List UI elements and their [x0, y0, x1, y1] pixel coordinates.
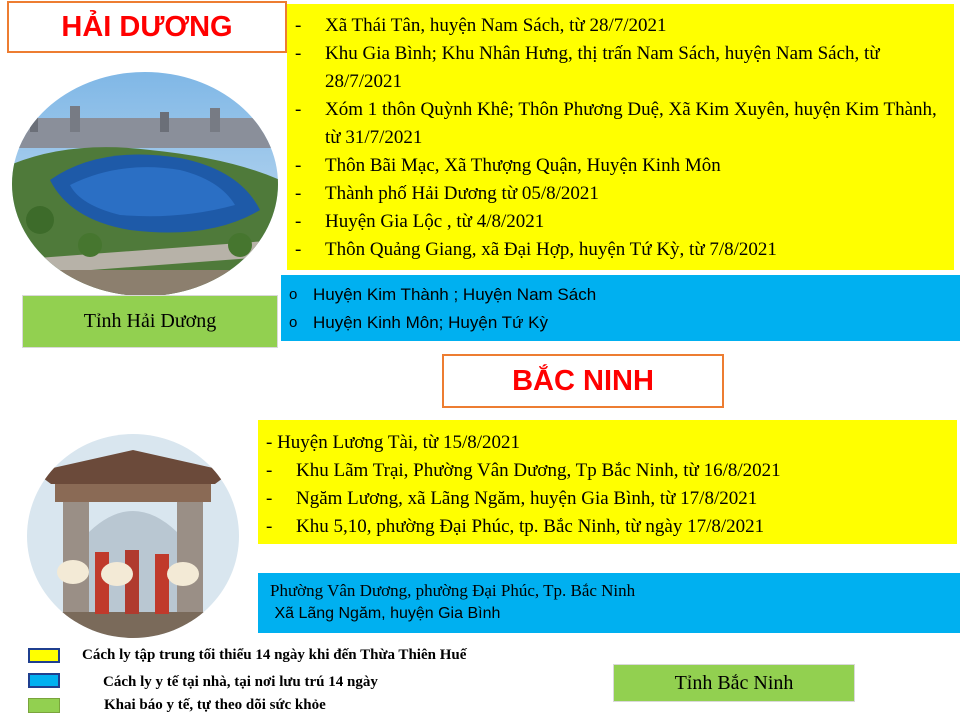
list-item: - Xã Thái Tân, huyện Nam Sách, từ 28/7/2021	[295, 15, 667, 36]
hai-duong-yellow-panel	[287, 4, 954, 270]
legend-text-quarantine: Cách ly tập trung tối thiểu 14 ngày khi đến Thừa Thiên Huế	[82, 647, 467, 663]
hai-duong-blue-panel	[281, 275, 960, 341]
hai-duong-photo	[10, 70, 280, 298]
bac-ninh-yellow-list	[258, 457, 957, 541]
hai-duong-caption: Tỉnh Hải Dương	[22, 295, 278, 348]
legend-text-health-declaration: Khai báo y tế, tự theo dõi sức khỏe	[104, 697, 326, 713]
legend-text-home-isolation: Cách ly y tế tại nhà, tại nơi lưu trú 14 ngày	[103, 674, 378, 690]
hai-duong-title: HẢI DƯƠNG	[7, 1, 287, 53]
legend-swatch-green	[28, 698, 60, 713]
bac-ninh-caption: Tỉnh Bắc Ninh	[613, 664, 855, 702]
list-item: - Huyện Gia Lộc , từ 4/8/2021	[295, 211, 545, 232]
list-item: - Khu Gia Bình; Khu Nhân Hưng, thị trấn Nam Sách, huyện Nam Sách, từ 28/7/2021	[295, 43, 880, 92]
list-item: o Huyện Kim Thành ; Huyện Nam Sách	[289, 285, 597, 304]
bac-ninh-yellow-panel	[258, 420, 957, 544]
list-item: o Huyện Kinh Môn; Huyện Tứ Kỳ	[289, 313, 549, 332]
list-item: - Khu Lãm Trại, Phường Vân Dương, Tp Bắc Ninh, từ 16/8/2021	[266, 460, 781, 481]
bac-ninh-blue-panel	[258, 573, 960, 633]
bac-ninh-photo	[25, 432, 241, 640]
bac-ninh-blue-line: Xã Lãng Ngăm, huyện Gia Bình	[270, 605, 501, 622]
list-item: - Xóm 1 thôn Quỳnh Khê; Thôn Phương Duệ, Xã Kim Xuyên, huyện Kim Thành, từ 31/7/2021	[295, 99, 937, 148]
bac-ninh-title: BẮC NINH	[442, 354, 724, 408]
list-item: - Ngăm Lương, xã Lãng Ngăm, huyện Gia Bình, từ 17/8/2021	[266, 488, 758, 509]
list-item: - Thôn Quảng Giang, xã Đại Hợp, huyện Tứ Kỳ, từ 7/8/2021	[295, 239, 777, 260]
bac-ninh-first-item: - Huyện Lương Tài, từ 15/8/2021	[266, 432, 521, 453]
bac-ninh-blue-line: Phường Vân Dương, phường Đại Phúc, Tp. Bắc Ninh	[270, 581, 636, 600]
hai-duong-blue-list	[281, 281, 960, 337]
list-item: - Thành phố Hải Dương từ 05/8/2021	[295, 183, 599, 204]
legend-swatch-blue	[28, 673, 60, 688]
hai-duong-yellow-list	[287, 12, 954, 264]
legend-swatch-yellow	[28, 648, 60, 663]
list-item: - Khu 5,10, phường Đại Phúc, tp. Bắc Ninh, từ ngày 17/8/2021	[266, 516, 765, 537]
list-item: - Thôn Bãi Mạc, Xã Thượng Quận, Huyện Kinh Môn	[295, 155, 721, 176]
